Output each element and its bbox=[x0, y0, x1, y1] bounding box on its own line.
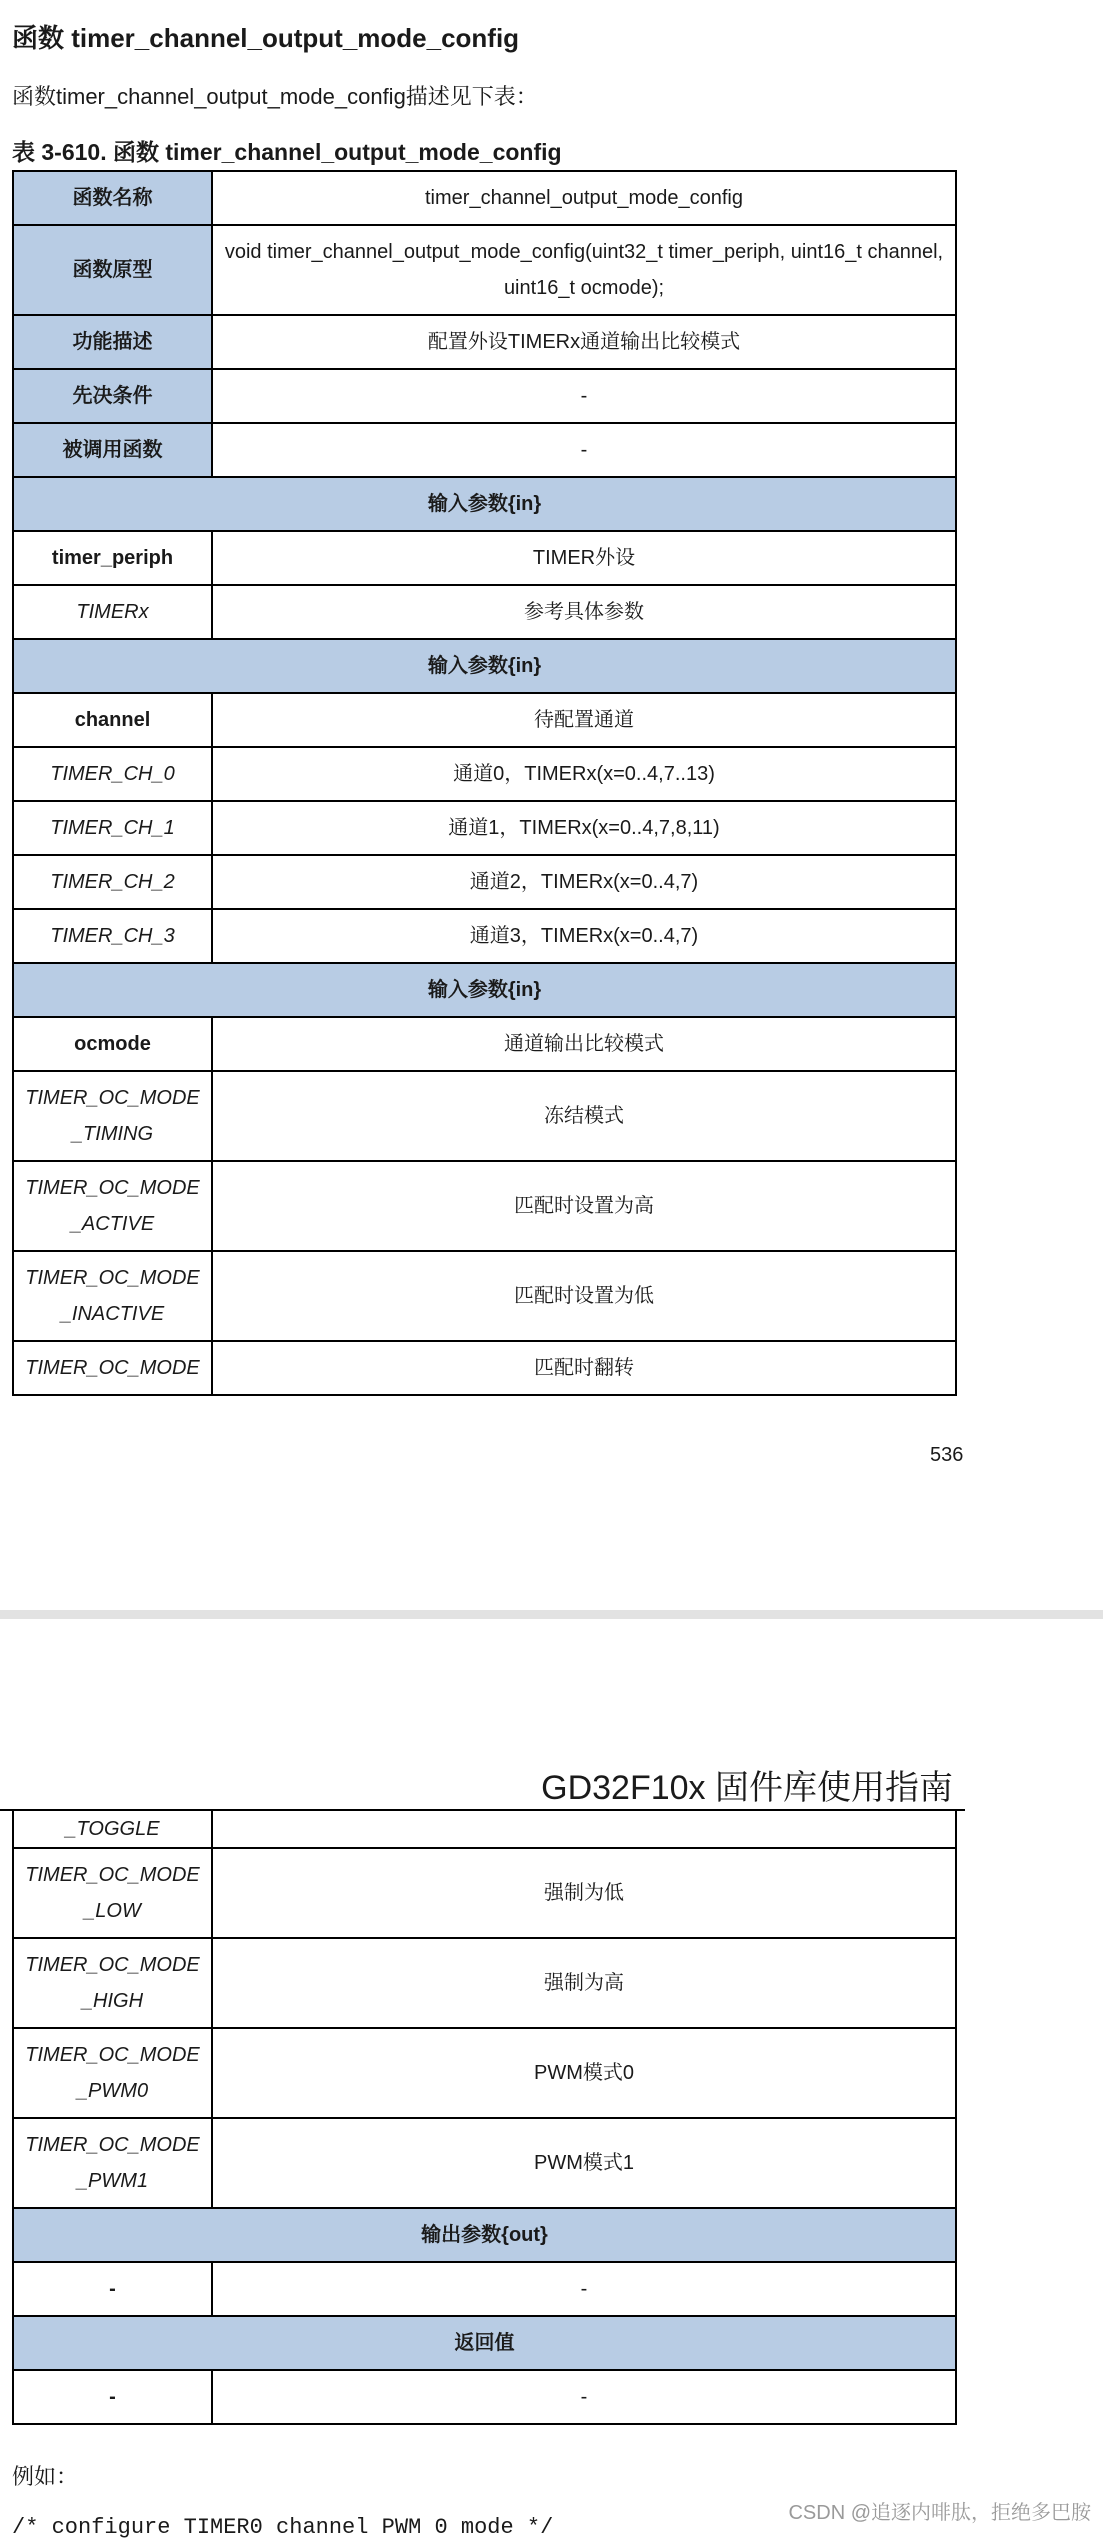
param-value-name-line2: _INACTIVE bbox=[60, 1303, 165, 1325]
table-row bbox=[13, 801, 956, 855]
table-row bbox=[13, 225, 956, 315]
section-header: 输出参数{out} bbox=[13, 2208, 956, 2262]
section-header: 输入参数{in} bbox=[13, 963, 956, 1017]
table-row bbox=[13, 1938, 956, 2028]
function-spec-table-part2 bbox=[12, 1811, 957, 2425]
return-name: - bbox=[13, 2370, 212, 2424]
param-value-name: TIMERx bbox=[13, 585, 212, 639]
param-value-desc: 通道2，TIMERx(x=0..4,7) bbox=[212, 855, 956, 909]
table-row bbox=[13, 531, 956, 585]
table-row bbox=[13, 2028, 956, 2118]
table-row bbox=[13, 2262, 956, 2316]
section-row bbox=[13, 2316, 956, 2370]
param-value-name: TIMER_CH_0 bbox=[13, 747, 212, 801]
example-label: 例如： bbox=[12, 2464, 79, 2489]
param-value-name bbox=[13, 2028, 212, 2118]
param-value-name-continued: _TOGGLE bbox=[13, 1811, 212, 1848]
row-label: 函数原型 bbox=[13, 225, 212, 315]
param-value-name-line1: TIMER_OC_MODE bbox=[25, 1177, 200, 1199]
table-row bbox=[13, 1071, 956, 1161]
table-row bbox=[13, 747, 956, 801]
intro-text: 函数timer_channel_output_mode_config描述见下表： bbox=[12, 84, 538, 109]
param-value-name-line1: TIMER_OC_MODE bbox=[25, 1954, 200, 1976]
output-desc: - bbox=[212, 2262, 956, 2316]
row-label: 功能描述 bbox=[13, 315, 212, 369]
param-value-name-line1: TIMER_OC_MODE bbox=[25, 2044, 200, 2066]
param-value-desc: 通道3，TIMERx(x=0..4,7) bbox=[212, 909, 956, 963]
param-value-desc: 匹配时翻转 bbox=[212, 1341, 956, 1395]
param-value-desc-continued bbox=[212, 1811, 956, 1848]
param-value-desc: 冻结模式 bbox=[212, 1071, 956, 1161]
return-desc: - bbox=[212, 2370, 956, 2424]
param-value-name-line2: _ACTIVE bbox=[70, 1213, 155, 1235]
row-value: 配置外设TIMERx通道输出比较模式 bbox=[212, 315, 956, 369]
param-value-desc: 通道1，TIMERx(x=0..4,7,8,11) bbox=[212, 801, 956, 855]
output-name: - bbox=[13, 2262, 212, 2316]
param-value-name bbox=[13, 1848, 212, 1938]
param-value-desc: 通道0，TIMERx(x=0..4,7..13) bbox=[212, 747, 956, 801]
table-row bbox=[13, 2370, 956, 2424]
param-value-name: TIMER_CH_1 bbox=[13, 801, 212, 855]
param-value-name: TIMER_CH_2 bbox=[13, 855, 212, 909]
section-header: 输入参数{in} bbox=[13, 639, 956, 693]
row-value: - bbox=[212, 423, 956, 477]
page-header-title: GD32F10x 固件库使用指南 bbox=[541, 1769, 953, 1807]
section-row bbox=[13, 477, 956, 531]
table-row bbox=[13, 1251, 956, 1341]
table-row bbox=[13, 1017, 956, 1071]
table-row bbox=[13, 1161, 956, 1251]
param-value-name bbox=[13, 1938, 212, 2028]
param-desc: 待配置通道 bbox=[212, 693, 956, 747]
table-row bbox=[13, 2118, 956, 2208]
param-value-name-line1: TIMER_OC_MODE bbox=[25, 1864, 200, 1886]
param-value-desc: 强制为低 bbox=[212, 1848, 956, 1938]
param-name: ocmode bbox=[13, 1017, 212, 1071]
param-value-desc: 参考具体参数 bbox=[212, 585, 956, 639]
row-label: 函数名称 bbox=[13, 171, 212, 225]
function-heading: 函数 timer_channel_output_mode_config bbox=[12, 23, 520, 53]
param-value-name-line2: _PWM0 bbox=[76, 2080, 149, 2102]
row-value: void timer_channel_output_mode_config(uint32_t timer_periph, uint16_t channel, uint16_t ocmode); bbox=[212, 225, 956, 315]
row-value: timer_channel_output_mode_config bbox=[212, 171, 956, 225]
param-value-name-line1: TIMER_OC_MODE bbox=[25, 1267, 200, 1289]
section-row bbox=[13, 963, 956, 1017]
param-value-name-line2: _PWM1 bbox=[76, 2170, 149, 2192]
page-number: 536 bbox=[930, 1444, 964, 1466]
table-row bbox=[13, 855, 956, 909]
param-desc: TIMER外设 bbox=[212, 531, 956, 585]
param-value-name-line1: TIMER_OC_MODE bbox=[25, 2134, 200, 2156]
param-value-desc: PWM模式0 bbox=[212, 2028, 956, 2118]
param-value-name bbox=[13, 1251, 212, 1341]
table-row bbox=[13, 909, 956, 963]
code-snippet: /* configure TIMER0 channel PWM 0 mode */ bbox=[12, 2515, 554, 2540]
table-row bbox=[13, 369, 956, 423]
param-name: timer_periph bbox=[13, 531, 212, 585]
table-row bbox=[13, 171, 956, 225]
param-value-desc: 匹配时设置为高 bbox=[212, 1161, 956, 1251]
param-name: channel bbox=[13, 693, 212, 747]
table-caption: 表 3-610. 函数 timer_channel_output_mode_config bbox=[12, 139, 562, 165]
table-row bbox=[13, 693, 956, 747]
param-value-desc: 匹配时设置为低 bbox=[212, 1251, 956, 1341]
watermark: CSDN @追逐内啡肽，拒绝多巴胺 bbox=[788, 2502, 1091, 2524]
section-header: 返回值 bbox=[13, 2316, 956, 2370]
param-value-name: TIMER_OC_MODE bbox=[13, 1341, 212, 1395]
row-label: 先决条件 bbox=[13, 369, 212, 423]
section-header: 输入参数{in} bbox=[13, 477, 956, 531]
table-row bbox=[13, 585, 956, 639]
param-desc: 通道输出比较模式 bbox=[212, 1017, 956, 1071]
section-row bbox=[13, 2208, 956, 2262]
param-value-desc: PWM模式1 bbox=[212, 2118, 956, 2208]
table-row bbox=[13, 1341, 956, 1395]
param-value-name: TIMER_CH_3 bbox=[13, 909, 212, 963]
section-row bbox=[13, 639, 956, 693]
param-value-name bbox=[13, 1071, 212, 1161]
page-separator bbox=[0, 1610, 1103, 1619]
param-value-name-line2: _HIGH bbox=[81, 1990, 144, 2012]
table-row bbox=[13, 423, 956, 477]
param-value-name-line1: TIMER_OC_MODE bbox=[25, 1087, 200, 1109]
row-label: 被调用函数 bbox=[13, 423, 212, 477]
table-row bbox=[13, 1811, 956, 1848]
param-value-name bbox=[13, 2118, 212, 2208]
row-value: - bbox=[212, 369, 956, 423]
param-value-name-line2: _TIMING bbox=[71, 1123, 154, 1145]
param-value-desc: 强制为高 bbox=[212, 1938, 956, 2028]
param-value-name-line2: _LOW bbox=[84, 1900, 141, 1922]
param-value-name bbox=[13, 1161, 212, 1251]
function-spec-table-part1 bbox=[12, 170, 957, 1396]
table-row bbox=[13, 315, 956, 369]
table-row bbox=[13, 1848, 956, 1938]
